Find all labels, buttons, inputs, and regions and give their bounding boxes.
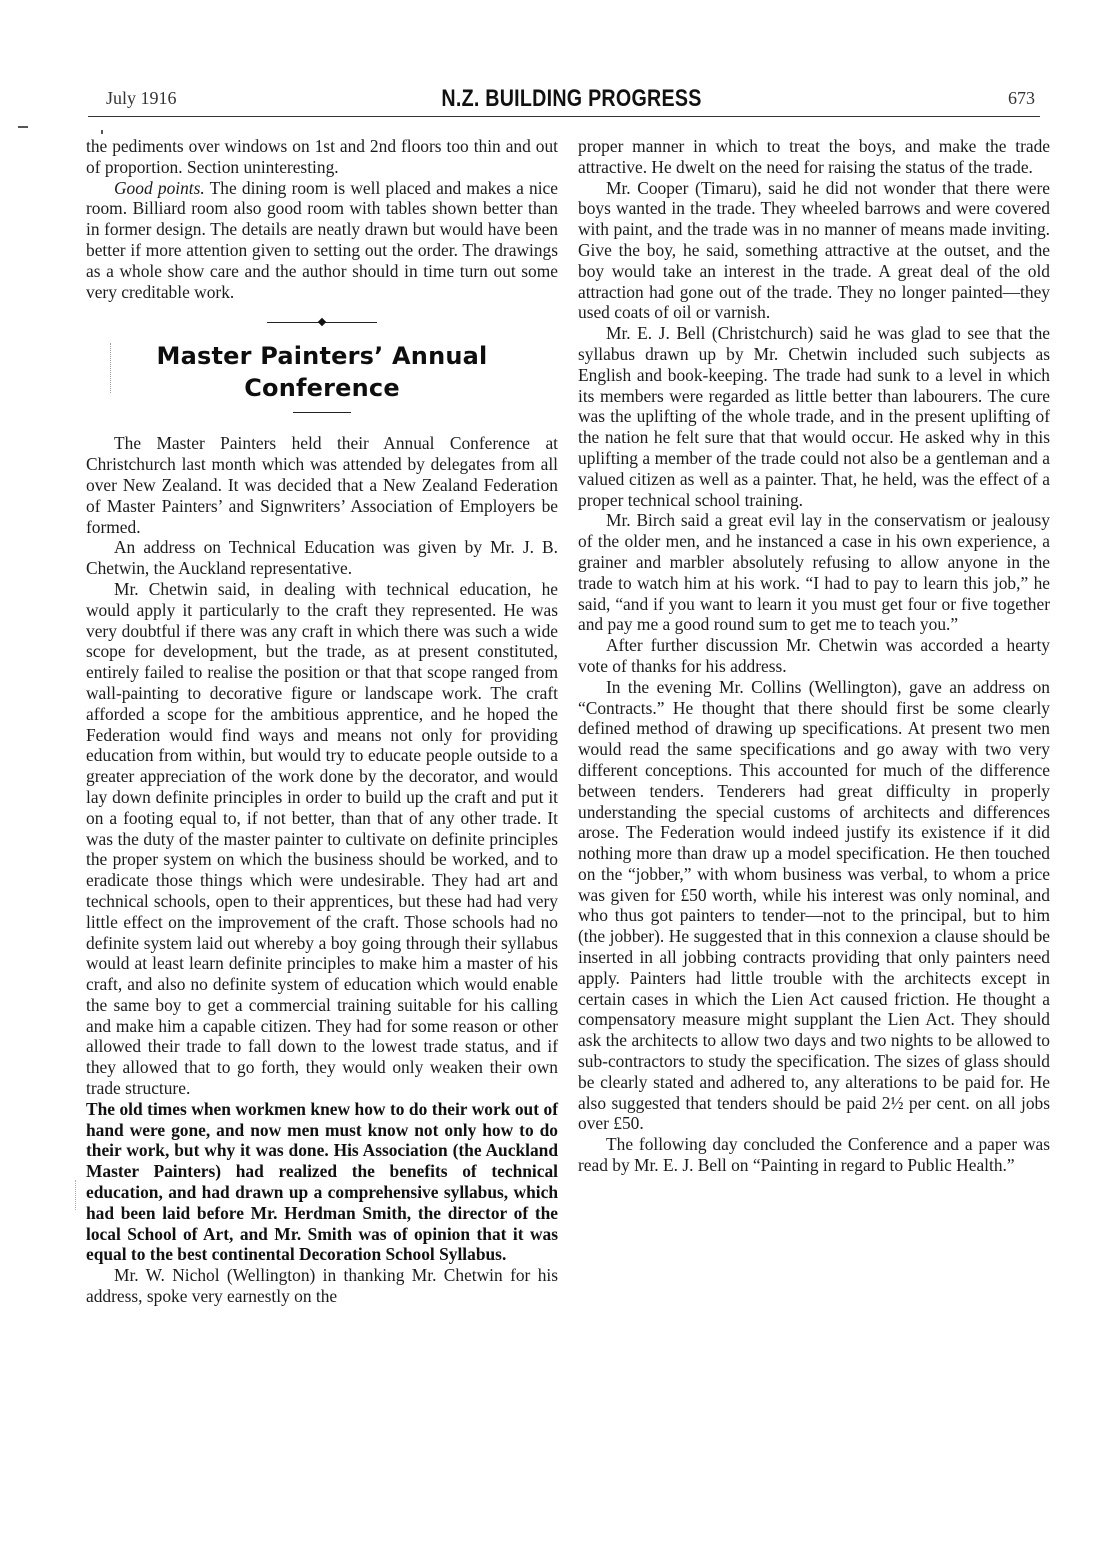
right-column: [578, 136, 1050, 1176]
article-paragraph: Mr. E. J. Bell (Christchurch) said he was glad to see that the syllabus drawn up by Mr. Chetwin included such subjects as English and book-keeping. The trade had sunk to a level in which its members were regarded as little better than labourers. The cure was the uplifting of the whole trade, and in the present uplifting of the nation he felt sure that that would occur. He asked why in this uplifting a member of the trade could not also be a gentleman and a valued citizen as well as a painter. That, he held, was the effect of a proper technical school training.: [578, 323, 1050, 510]
good-points-label: Good points.: [114, 177, 205, 198]
article-paragraph: In the evening Mr. Collins (Wellington), gave an address on “Contracts.” He thought that there should first be some clearly defined method of drawing up specifications. At present two men would read the same specifications and go away with two very different conceptions. This accounted for much of the difference between tenders. Tenderers had great difficulty in properly understanding the special customs of architects and differences arose. The Federation would indeed justify its existence if it did nothing more than draw up a model specification. He then touched on the “jobber,” with whom business was verbal, to whom a price was given for £50 worth, while his interest was only nominal, and who thus got painters to tender—not to the principal, but to him (the jobber). He suggested that in this connexion a clause should be inserted in all jobbing contracts providing that only painters need apply. Painters had little trouble with the architects except in certain cases in which the Lien Act caused friction. He thought a compensatory measure might supplant the Lien Act. They should ask the architects to allow two days and two nights to be allowed to sub-contractors to study the specification. The sizes of glass should be clearly stated and adhered to, any alterations to be paid for. He also suggested that tenders should be paid 2½ per cent. on all jobs over £50.: [578, 676, 1050, 1134]
print-speck: [18, 126, 28, 128]
title-underline-rule: [293, 412, 351, 413]
print-speck: [101, 130, 103, 134]
section-divider-ornament: [267, 316, 377, 330]
running-header: [104, 86, 1039, 116]
divider-diamond-icon: [318, 318, 326, 326]
issue-date: July 1916: [106, 88, 177, 108]
article-paragraph: After further discussion Mr. Chetwin was accorded a hearty vote of thanks for his address.: [578, 635, 1050, 676]
article-paragraph: The following day concluded the Conference and a paper was read by Mr. E. J. Bell on “Painting in regard to Public Health.”: [578, 1134, 1050, 1176]
article-title: [86, 340, 558, 404]
continued-paragraph: the pediments over windows on 1st and 2nd floors too thin and out of proportion. Section uninteresting.: [86, 136, 558, 177]
article-paragraph: Mr. Chetwin said, in dealing with technical education, he would apply it particularly to the craft they represented. He was very doubtful if there was any craft in which there was such a wide scope for development, but the trade, as at present constituted, entirely failed to realise the position or that that scope ranged from wall-painting to decorative figure or landscape work. The craft afforded a scope for the ambitious apprentice, and he hoped the Federation would find ways and means not only for providing education from within, but would try to educate people outside to a greater appreciation of the work done by the decorator, and would lay down definite principles in order to build up the craft and put it on a footing equal to, if not better, than that of any other trade. It was the duty of the master painter to cultivate on definite principles the proper system on which the business should be worked, and to eradicate those things which were undesirable. They had art and technical schools, open to their apprentices, but these had had very little effect on the improvement of the craft. Those schools had no definite system laid out whereby a boy going through their syllabus would at least learn definite principles to make him a master of his craft, and also no definite system of education which would enable the same boy to get a commercial training suitable for his calling and make him a capable citizen. They had for some reason or other allowed their trade to fall down to the lowest trade status, and if they allowed that to go forth, they would only weaken their own trade structure.: [86, 578, 558, 1099]
article-paragraph: Mr. W. Nichol (Wellington) in thanking Mr. Chetwin for his address, spoke very earnestly on the: [86, 1265, 558, 1307]
publication-title: N.Z. BUILDING PROGRESS: [441, 85, 702, 112]
article-title-line-2: Conference: [244, 374, 400, 403]
left-column: [86, 136, 558, 1307]
article-paragraph: An address on Technical Education was given by Mr. J. B. Chetwin, the Auckland representative.: [86, 537, 558, 579]
page-number: 673: [1008, 88, 1035, 108]
article-paragraph: Mr. Birch said a great evil lay in the conservatism or jealousy of the older men, and he instanced a case in his own experience, a grainer and marbler absolutely refusing to allow anyone in the trade to watch him at his work. “I had to pay to learn this job,” he said, “and if you want to learn it you must get four or five together and pay me a good round sum to get me to teach you.”: [578, 510, 1050, 635]
article-paragraph: Mr. Cooper (Timaru), said he did not wonder that there were boys wanted in the trade. They wheeled barrows and were covered with paint, and the trade was in no manner of means made inviting. Give the boy, he said, something attractive at the outset, and the boy would take an interest in the trade. A great deal of the old attraction had gone out of the trade. They no longer painted—they used coats of oil or varnish.: [578, 177, 1050, 323]
article-paragraph: The old times when workmen knew how to do their work out of hand were gone, and now men must know not only how to do their work, but why it was done. His Association (the Auckland Master Painters) had realized the benefits of technical education, and had drawn up a comprehensive syllabus, which had been laid before Mr. Herdman Smith, the director of the local School of Art, and Mr. Smith was of opinion that it was equal to the best continental Decoration School Syllabus.: [86, 1098, 558, 1265]
header-rule: [88, 116, 1040, 117]
article-paragraph: The Master Painters held their Annual Conference at Christchurch last month which was attended by delegates from all over New Zealand. It was decided that a New Zealand Federation of Master Painters’ and Signwriters’ Association of Employers be formed.: [86, 433, 558, 537]
margin-mark: [75, 1180, 76, 1210]
good-points-text: The dining room is well placed and makes a nice room. Billiard room also good room with tables shown better than in former design. The details are neatly drawn but would have been better if more attention given to setting out the order. The drawings as a whole show care and the author should in time turn out some very creditable work.: [86, 177, 558, 302]
article-paragraph: proper manner in which to treat the boys, and make the trade attractive. He dwelt on the need for raising the status of the trade.: [578, 136, 1050, 177]
article-title-line-1: Master Painters’ Annual: [156, 342, 488, 371]
good-points-paragraph: [86, 178, 558, 303]
